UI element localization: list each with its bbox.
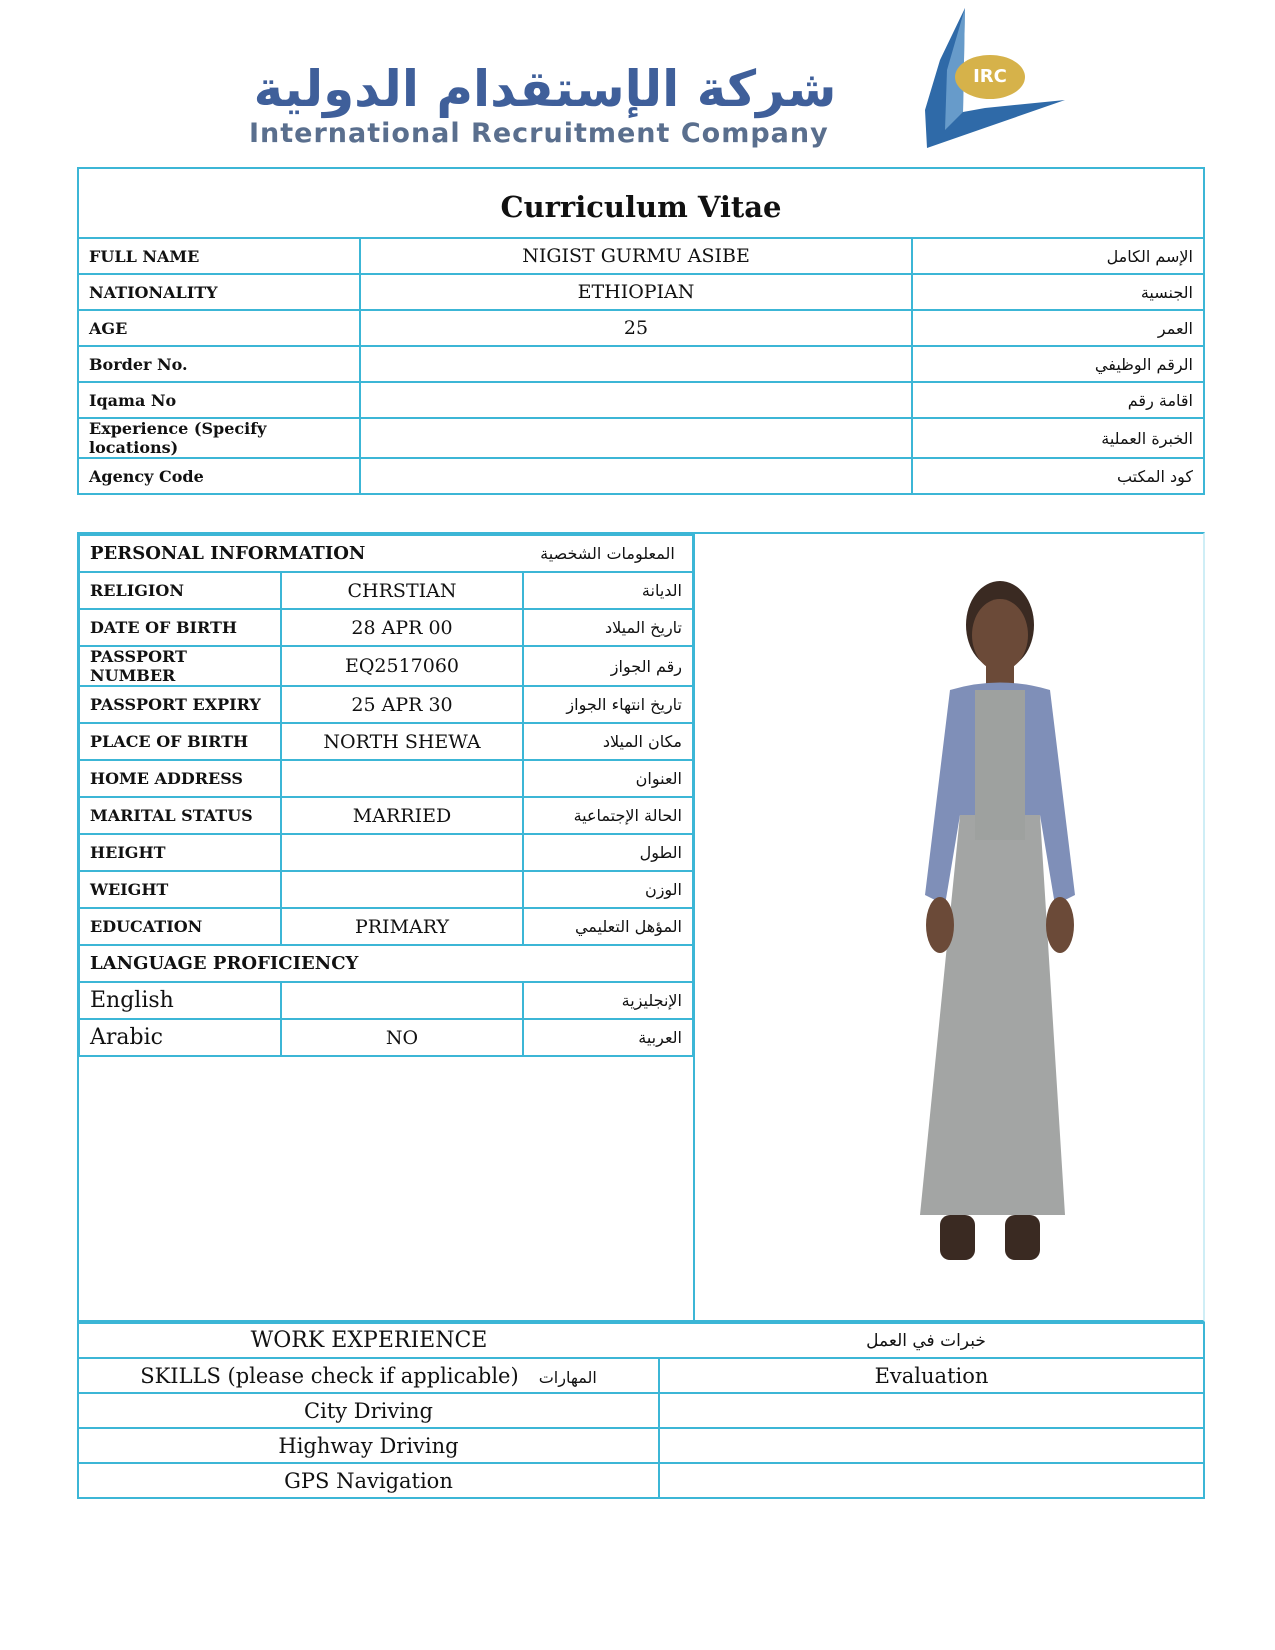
field-label-arabic: العمر bbox=[912, 310, 1204, 346]
language-label: English bbox=[79, 982, 281, 1019]
table-row bbox=[79, 871, 693, 908]
table-row bbox=[79, 572, 693, 609]
language-label: Arabic bbox=[79, 1019, 281, 1056]
skill-evaluation[interactable] bbox=[659, 1428, 1204, 1463]
personal-info-heading: PERSONAL INFORMATION bbox=[79, 535, 523, 572]
table-row bbox=[79, 760, 693, 797]
language-label-arabic: الإنجليزية bbox=[523, 982, 693, 1019]
personal-info-heading-arabic: المعلومات الشخصية bbox=[523, 535, 693, 572]
field-label: Experience (Specify locations) bbox=[78, 418, 360, 458]
field-value: EQ2517060 bbox=[281, 646, 523, 686]
field-label: PLACE OF BIRTH bbox=[79, 723, 281, 760]
work-skills-table bbox=[77, 1322, 1205, 1499]
table-row bbox=[78, 310, 1204, 346]
table-row bbox=[79, 797, 693, 834]
field-value: 25 bbox=[360, 310, 912, 346]
field-value: PRIMARY bbox=[281, 908, 523, 945]
field-label: EDUCATION bbox=[79, 908, 281, 945]
table-row bbox=[78, 1358, 1204, 1393]
table-row bbox=[79, 908, 693, 945]
field-label: MARITAL STATUS bbox=[79, 797, 281, 834]
skill-item: City Driving bbox=[78, 1393, 659, 1428]
field-label-arabic: الرقم الوظيفي bbox=[912, 346, 1204, 382]
skill-evaluation[interactable] bbox=[659, 1463, 1204, 1498]
field-value: ETHIOPIAN bbox=[360, 274, 912, 310]
table-row bbox=[79, 834, 693, 871]
field-label-arabic: العنوان bbox=[523, 760, 693, 797]
field-label: AGE bbox=[78, 310, 360, 346]
field-label: Iqama No bbox=[78, 382, 360, 418]
field-label: DATE OF BIRTH bbox=[79, 609, 281, 646]
field-label-arabic: كود المكتب bbox=[912, 458, 1204, 494]
table-row bbox=[78, 1323, 1204, 1358]
skills-label: SKILLS (please check if applicable) bbox=[140, 1363, 519, 1388]
field-label-arabic: الخبرة العملية bbox=[912, 418, 1204, 458]
cv-summary-table bbox=[77, 167, 1205, 495]
table-row bbox=[79, 646, 693, 686]
field-label-arabic: اقامة رقم bbox=[912, 382, 1204, 418]
table-row bbox=[78, 274, 1204, 310]
candidate-photo bbox=[880, 565, 1110, 1300]
table-row bbox=[79, 982, 693, 1019]
field-value: NORTH SHEWA bbox=[281, 723, 523, 760]
table-row bbox=[79, 686, 693, 723]
table-row bbox=[79, 723, 693, 760]
field-label: PASSPORT EXPIRY bbox=[79, 686, 281, 723]
cv-title: Curriculum Vitae bbox=[78, 168, 1204, 238]
field-label-arabic: مكان الميلاد bbox=[523, 723, 693, 760]
field-value bbox=[281, 871, 523, 908]
field-label-arabic: الديانة bbox=[523, 572, 693, 609]
field-label-arabic: تاريخ الميلاد bbox=[523, 609, 693, 646]
logo-english-text: International Recruitment Company bbox=[249, 118, 829, 149]
field-label-arabic: الإسم الكامل bbox=[912, 238, 1204, 274]
skills-label-arabic: المهارات bbox=[538, 1367, 597, 1387]
language-label-arabic: العربية bbox=[523, 1019, 693, 1056]
field-value: 28 APR 00 bbox=[281, 609, 523, 646]
table-row bbox=[78, 418, 1204, 458]
table-row bbox=[79, 1019, 693, 1056]
skill-item: GPS Navigation bbox=[78, 1463, 659, 1498]
field-label: FULL NAME bbox=[78, 238, 360, 274]
skill-item: Highway Driving bbox=[78, 1428, 659, 1463]
table-row bbox=[79, 609, 693, 646]
field-label-arabic: الطول bbox=[523, 834, 693, 871]
personal-info-table bbox=[78, 534, 694, 1057]
field-label: Agency Code bbox=[78, 458, 360, 494]
table-row bbox=[78, 1463, 1204, 1498]
field-value bbox=[360, 346, 912, 382]
table-row bbox=[78, 346, 1204, 382]
table-row bbox=[78, 1428, 1204, 1463]
field-label: HOME ADDRESS bbox=[79, 760, 281, 797]
field-value bbox=[360, 418, 912, 458]
field-value bbox=[281, 760, 523, 797]
evaluation-header: Evaluation bbox=[659, 1358, 1204, 1393]
work-experience-arabic: خبرات في العمل bbox=[659, 1323, 1204, 1358]
field-label: WEIGHT bbox=[79, 871, 281, 908]
company-logo bbox=[245, 0, 1075, 160]
field-value: MARRIED bbox=[281, 797, 523, 834]
field-label: RELIGION bbox=[79, 572, 281, 609]
work-experience-label: WORK EXPERIENCE bbox=[78, 1323, 659, 1358]
field-value: CHRSTIAN bbox=[281, 572, 523, 609]
table-row bbox=[78, 458, 1204, 494]
field-value: 25 APR 30 bbox=[281, 686, 523, 723]
language-heading: LANGUAGE PROFICIENCY bbox=[79, 945, 693, 982]
field-value: NIGIST GURMU ASIBE bbox=[360, 238, 912, 274]
field-label-arabic: تاريخ انتهاء الجواز bbox=[523, 686, 693, 723]
table-row bbox=[79, 535, 693, 572]
field-label-arabic: رقم الجواز bbox=[523, 646, 693, 686]
field-value bbox=[360, 458, 912, 494]
field-label: NATIONALITY bbox=[78, 274, 360, 310]
table-row bbox=[79, 945, 693, 982]
field-label-arabic: الجنسية bbox=[912, 274, 1204, 310]
field-label: Border No. bbox=[78, 346, 360, 382]
field-label-arabic: الوزن bbox=[523, 871, 693, 908]
field-label: PASSPORT NUMBER bbox=[79, 646, 281, 686]
table-row bbox=[78, 1393, 1204, 1428]
field-label-arabic: المؤهل التعليمي bbox=[523, 908, 693, 945]
table-row bbox=[78, 238, 1204, 274]
skills-header bbox=[78, 1358, 659, 1393]
table-row bbox=[78, 382, 1204, 418]
field-label-arabic: الحالة الإجتماعية bbox=[523, 797, 693, 834]
field-value bbox=[281, 834, 523, 871]
field-value bbox=[360, 382, 912, 418]
language-value bbox=[281, 982, 523, 1019]
logo-arabic-text: شركة الإستقدام الدولية bbox=[253, 60, 837, 118]
skill-evaluation[interactable] bbox=[659, 1393, 1204, 1428]
logo-badge: IRC bbox=[955, 55, 1025, 99]
field-label: HEIGHT bbox=[79, 834, 281, 871]
language-value: NO bbox=[281, 1019, 523, 1056]
